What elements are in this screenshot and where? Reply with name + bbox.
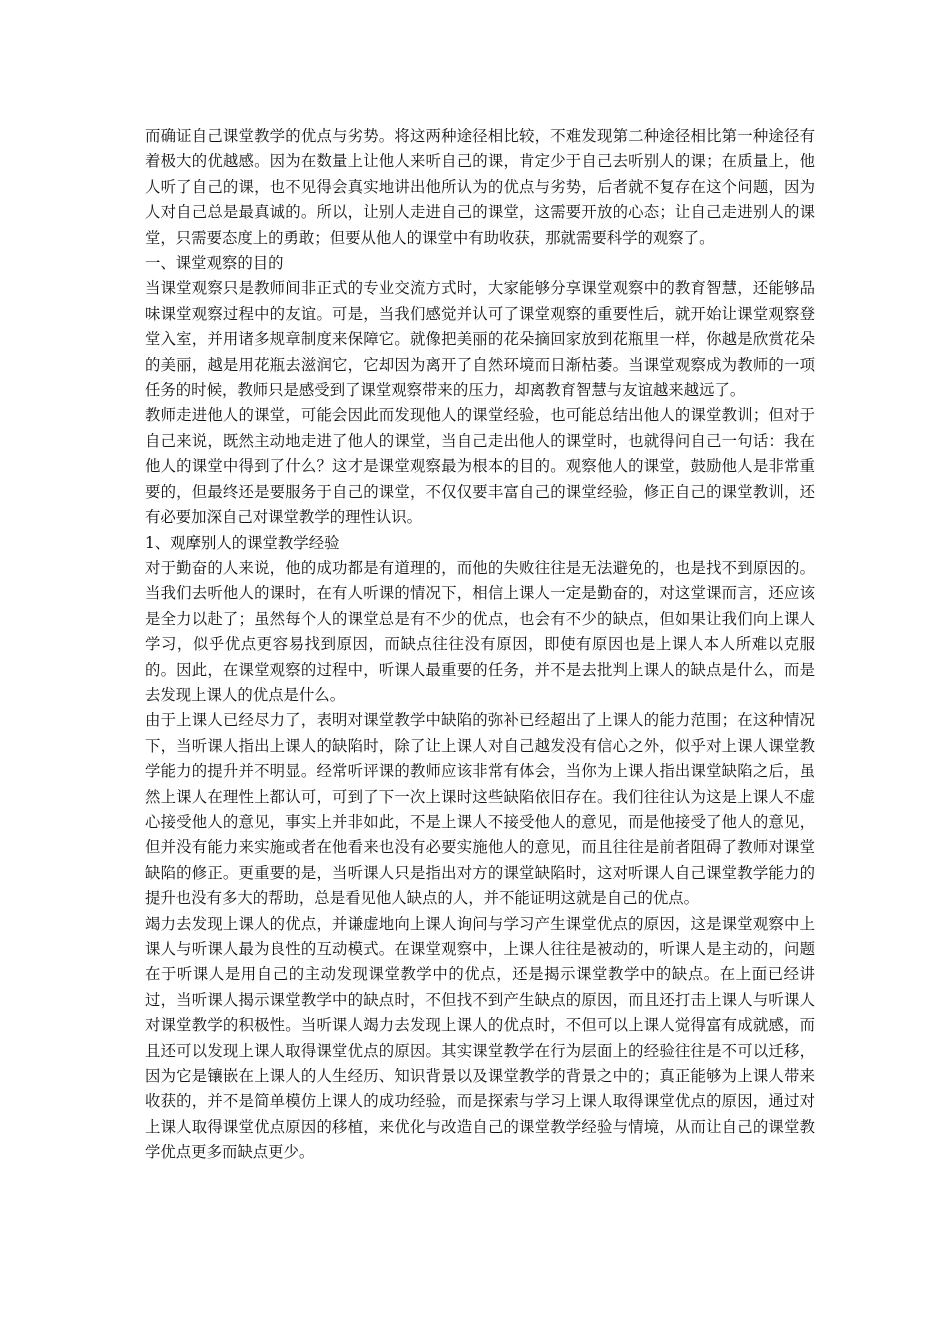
paragraph-defects: 由于上课人已经尽力了，表明对课堂教学中缺陷的弥补已经超出了上课人的能力范围；在这种情况下，当听课人指出上课人的缺陷时，除了让上课人对自己越发没有信心之外，似乎对上课人课堂教学能力的提升并不明显。经常听评课的教师应该非常有体会，当你为上课人指出课堂缺陷之后，虽然上课人在理性上都认可，可到了下一次上课时这些缺陷依旧存在。我们往往认为这是上课人不虚心接受他人的意见，事实上并非如此，不是上课人不接受他人的意见，而是他接受了他人的意见，但并没有能力来实施或者在他看来也没有必要实施他人的意见，而且往往是前者阻碍了教师对课堂缺陷的修正。更重要的是，当听课人只是指出对方的课堂缺陷时，这对听课人自己课堂教学能力的提升也没有多大的帮助，总是看见他人缺点的人，并不能证明这就是自己的优点。: [145, 711, 815, 908]
paragraph-purpose: 当课堂观察只是教师间非正式的专业交流方式时，大家能够分享课堂观察中的教育智慧，还能够品味课堂观察过程中的友谊。可是，当我们感觉并认可了课堂观察的重要性后，就开始让课堂观察登堂入室，并用诸多规章制度来保障它。就像把美丽的花朵摘回家放到花瓶里一样，你越是欣赏花朵的美丽，越是用花瓶去滋润它，它却因为离开了自然环境而日渐枯萎。当课堂观察成为教师的一项任务的时候，教师只是感受到了课堂观察带来的压力，却离教育智慧与友谊越来越远了。: [145, 279, 815, 400]
paragraph-intro: 而确证自己课堂教学的优点与劣势。将这两种途径相比较，不难发现第二种途径相比第一种途径有着极大的优越感。因为在数量上让他人来听自己的课，肯定少于自己去听别人的课；在质量上，他人听了自己的课，也不见得会真实地讲出他所认为的优点与劣势，后者就不复存在这个问题，因为人对自己总是最真诚的。所以，让别人走进自己的课堂，这需要开放的心态；让自己走进别人的课堂，只需要态度上的勇敢；但要从他人的课堂中有助收获，那就需要科学的观察了。: [145, 127, 815, 247]
paragraph-diligence: 对于勤奋的人来说，他的成功都是有道理的，而他的失败往往是无法避免的，也是找不到原因的。当我们去听他人的课时，在有人听课的情况下，相信上课人一定是勤奋的，对这堂课而言，还应该是全力以赴了；虽然每个人的课堂总是有不少的优点，也会有不少的缺点，但如果让我们向上课人学习，似乎优点更容易找到原因，而缺点往往没有原因，即使有原因也是上课人本人所难以克服的。因此，在课堂观察的过程中，听课人最重要的任务，并不是去批判上课人的缺点是什么，而是去发现上课人的优点是什么。: [145, 558, 815, 704]
subsection-heading: 1、观摩别人的课堂教学经验: [145, 533, 340, 552]
paragraph-strengths: 竭力去发现上课人的优点，并谦虚地向上课人询问与学习产生课堂优点的原因，这是课堂观察中上课人与听课人最为良性的互动模式。在课堂观察中，上课人往往是被动的，听课人是主动的，问题在于听课人是用自己的主动发现课堂教学中的优点，还是揭示课堂教学中的缺点。在上面已经讲过，当听课人揭示课堂教学中的缺点时，不但找不到产生缺点的原因，而且还打击上课人与听课人对课堂教学的积极性。当听课人竭力去发现上课人的优点时，不但可以上课人觉得富有成就感，而且还可以发现上课人取得课堂优点的原因。其实课堂教学在行为层面上的经验往往是不可以迁移，因为它是镶嵌在上课人的人生经历、知识背景以及课堂教学的背景之中的；真正能够为上课人带来收获的，并不是简单模仿上课人的成功经验，而是探索与学习上课人取得课堂优点的原因，通过对上课人取得课堂优点原因的移植，来优化与改造自己的课堂教学经验与情境，从而让自己的课堂教学优点更多而缺点更少。: [145, 914, 815, 1162]
section-heading: 一、课堂观察的目的: [145, 254, 284, 273]
paragraph-self-reflection: 教师走进他人的课堂，可能会因此而发现他人的课堂经验，也可能总结出他人的课堂教训；但对于自己来说，既然主动地走进了他人的课堂，当自己走出他人的课堂时，也就得问自己一句话：我在他人的课堂中得到了什么？这才是课堂观察最为根本的目的。观察他人的课堂，鼓励他人是非常重要的，但最终还是要服务于自己的课堂，不仅仅要丰富自己的课堂经验，修正自己的课堂教训，还有必要加深自己对课堂教学的理性认识。: [145, 406, 815, 527]
document-body: [145, 124, 815, 1166]
